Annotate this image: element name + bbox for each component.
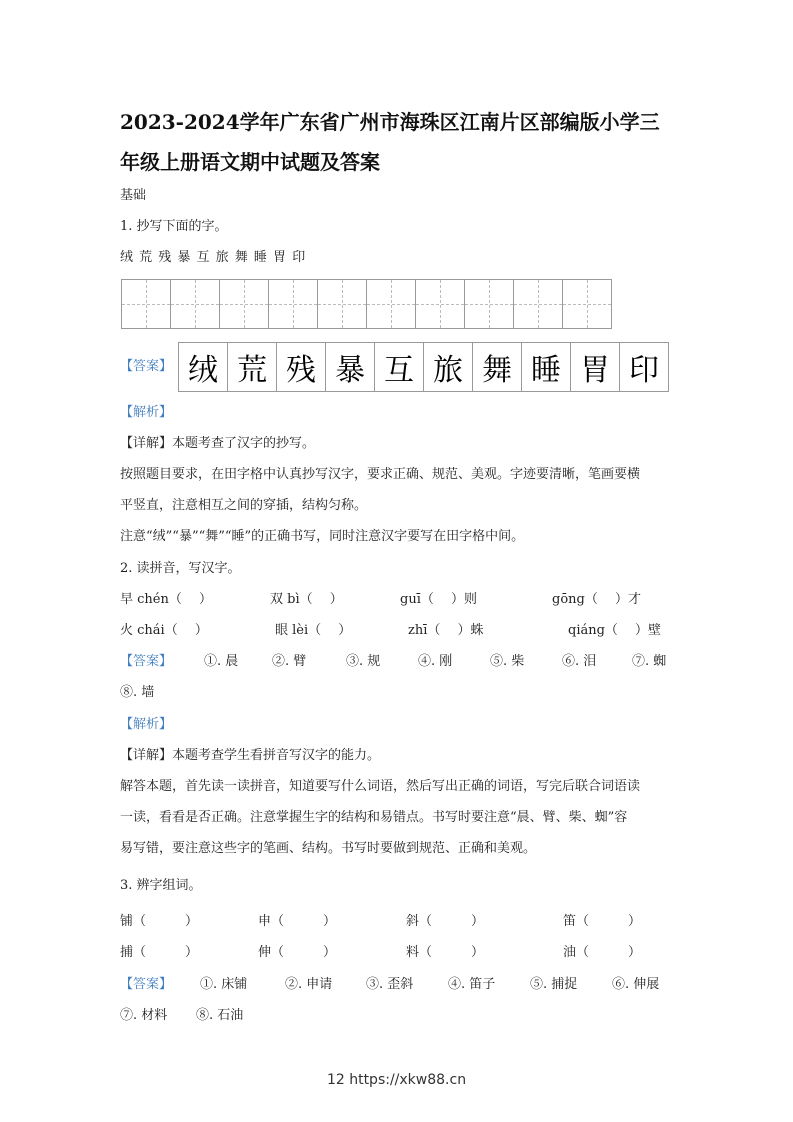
answer-grid [178,342,669,392]
q3-item: 铺（ ） [120,914,199,929]
grid-cell [171,280,220,328]
q2-item: zhī（ ）蛛 [408,623,484,638]
q2-item: qiáng（ ）壁 [568,623,662,638]
q2-answer-label: 【答案】 [120,654,173,669]
q3-answer: ①. 床铺 [200,977,248,992]
q2-item: 早 chén（ ） [120,592,212,607]
grid-cell [563,280,611,328]
q3-answer: ⑥. 伸展 [612,977,660,992]
q1-analysis-label: 【解析】 [120,405,173,420]
blank-grid [121,279,612,329]
answer-cell: 胃 [571,343,620,391]
q2-analysis-label: 【解析】 [120,717,173,732]
q3-item: 申（ ） [258,914,337,929]
q1-paragraph: 注意“绒”“暴”“舞”“睡”的正确书写，同时注意汉字要写在田字格中间。 [120,529,525,544]
grid-cell [269,280,318,328]
q3-item: 油（ ） [563,945,642,960]
doc-title-line2: 年级上册语文期中试题及答案 [120,150,380,174]
page-footer: 12 https://xkw88.cn [326,1072,467,1088]
section-heading: 基础 [120,188,147,203]
grid-cell [318,280,367,328]
answer-cell: 荒 [228,343,277,391]
q2-answer: ⑧. 墙 [120,685,155,700]
q3-answer: ⑦. 材料 [120,1008,168,1023]
q1-chars: 绒 荒 残 暴 互 旅 舞 睡 胃 印 [120,250,306,265]
q2-answer: ①. 晨 [204,654,239,669]
q3-answer: ⑧. 石油 [196,1008,244,1023]
grid-cell [514,280,563,328]
answer-cell: 暴 [326,343,375,391]
q2-item: 双 bì（ ） [270,592,343,607]
answer-cell: 旅 [424,343,473,391]
q2-paragraph: 解答本题，首先读一读拼音，知道要写什么词语，然后写出正确的词语，写完后联合词语读 [120,779,641,794]
q1-answer-label: 【答案】 [120,359,173,374]
q3-answer: ④. 笛子 [448,977,496,992]
q3-item: 捕（ ） [120,945,199,960]
q2-detail: 【详解】本题考查学生看拼音写汉字的能力。 [120,748,381,763]
doc-title-line1: 2023-2024学年广东省广州市海珠区江南片区部编版小学三 [120,110,660,134]
q3-answer: ③. 歪斜 [366,977,414,992]
q2-item: gōng（ ）才 [552,592,641,607]
q2-answer: ④. 刚 [418,654,453,669]
q3-item: 伸（ ） [258,945,337,960]
answer-cell: 舞 [473,343,522,391]
answer-cell: 互 [375,343,424,391]
q3-item: 料（ ） [406,945,485,960]
grid-cell [367,280,416,328]
q1-detail: 【详解】本题考查了汉字的抄写。 [120,436,316,451]
q3-answer-label: 【答案】 [120,977,173,992]
grid-cell [220,280,269,328]
answer-cell: 睡 [522,343,571,391]
q3-item: 斜（ ） [406,914,485,929]
q2-title: 2. 读拼音，写汉字。 [120,561,241,576]
answer-cell: 残 [277,343,326,391]
grid-cell [465,280,514,328]
q1-paragraph: 平竖直，注意相互之间的穿插，结构匀称。 [120,498,368,513]
q2-item: guī（ ）则 [400,592,477,607]
q3-title: 3. 辨字组词。 [120,878,202,893]
q2-answer: ⑥. 泪 [562,654,597,669]
q1-paragraph: 按照题目要求，在田字格中认真抄写汉字，要求正确、规范、美观。字迹要清晰，笔画要横 [120,467,641,482]
q2-item: 火 chái（ ） [120,623,208,638]
q2-answer: ②. 臂 [272,654,307,669]
grid-cell [416,280,465,328]
q2-paragraph: 一读，看看是否正确。注意掌握生字的结构和易错点。书写时要注意“晨、臂、柴、蜘”容 [120,810,628,825]
q2-item: 眼 lèi（ ） [275,623,352,638]
q2-answer: ③. 规 [346,654,381,669]
q3-item: 笛（ ） [563,914,642,929]
q1-title: 1. 抄写下面的字。 [120,219,228,234]
q2-answer: ⑦. 蜘 [632,654,667,669]
q3-answer: ②. 申请 [285,977,333,992]
q3-answer: ⑤. 捕捉 [530,977,578,992]
answer-cell: 印 [629,353,659,388]
grid-cell [122,280,171,328]
q2-answer: ⑤. 柴 [490,654,525,669]
q2-paragraph: 易写错，要注意这些字的笔画、结构。书写时要做到规范、正确和美观。 [120,841,537,856]
answer-cell: 绒 [179,343,228,391]
